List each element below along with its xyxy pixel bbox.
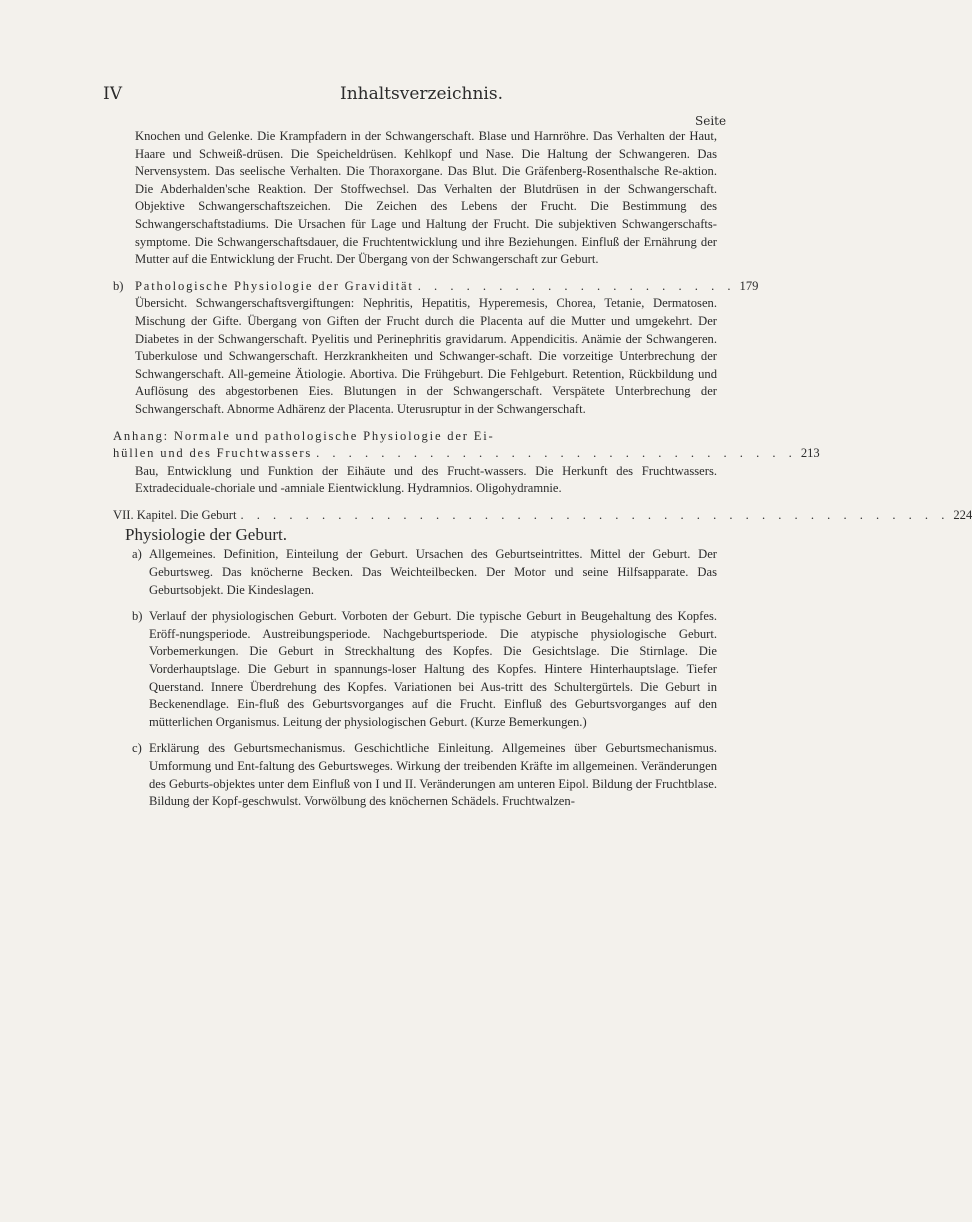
anhang-title-line1: Anhang: Normale und pathologische Physiologie der Ei- [113, 428, 495, 443]
entry-description: Erklärung des Geburtsmechanismus. Geschichtliche Einleitung. Allgemeines über Geburtsmechanismus. Umformung und Ent-faltung des Geburtsweges. Wirkung der treibenden Kräfte im allgemeinen. Veränderungen des Geburts-objektes unter dem Einfluß von I und II. Veränderungen am unteren Eipol. Bildung der Fruchtblase. Bildung der Kopf-geschwulst. Vorwölbung des knöchernen Schädels. Fruchtwalzen- [149, 741, 717, 809]
leader-dots: . . . . . . . . . . . . . . . . . . . . . . . . . . . . . . . . . . . . . . . . . . . . [240, 507, 950, 522]
toc-entry-kapitel [113, 507, 972, 525]
entry-page: 179 [739, 278, 759, 293]
entry-page: 213 [800, 446, 820, 461]
entry-page: 224 [953, 507, 972, 522]
section-heading: Physiologie der Geburt. [125, 525, 287, 545]
entry-title: Pathologische Physiologie der Gravidität [135, 278, 414, 293]
toc-subentry-b [132, 608, 717, 731]
entry-description: Übersicht. Schwangerschaftsvergiftungen: Nephritis, Hepatitis, Hyperemesis, Chorea, Tetanie, Dermatosen. Mischung der Gifte. Übergang von Giften der Frucht durch die Placenta auf die Mutter und umgekehrt. Der Diabetes in der Schwangerschaft. Pyelitis und Perinephritis gravidarum. Appendicitis. Anämie der Schwangeren. Tuberkulose und Schwangerschaft. Herzkrankheiten und Schwanger-schaft. Die vorzeitige Unterbrechung der Schwangerschaft. All-gemeine Ätiologie. Abortiva. Die Frühgeburt. Die Fehlgeburt. Retention, Rückbildung und Auflösung des abgestorbenen Eies. Blutungen in der Schwangerschaft. Verspätete Unterbrechung der Schwangerschaft. Abnorme Adhärenz der Placenta. Uterusruptur in der Schwangerschaft. [135, 296, 717, 416]
toc-body [113, 128, 972, 811]
leader-dots: . . . . . . . . . . . . . . . . . . . . [417, 278, 736, 293]
entry-description: Allgemeines. Definition, Einteilung der Geburt. Ursachen des Geburtseintrittes. Mittel der Geburt. Der Geburtsweg. Das knöcherne Becken. Das Weichteilbecken. Der Motor und seine Hilfsapparate. Das Geburtsobjekt. Die Kindeslagen. [149, 547, 717, 597]
anhang-title-line2: hüllen und des Fruchtwassers [113, 446, 313, 461]
intro-paragraph: Knochen und Gelenke. Die Krampfadern in der Schwangerschaft. Blase und Harnröhre. Das Verhalten der Haut, Haare und Schweiß-drüsen. Die Speicheldrüsen. Kehlkopf und Nase. Die Haltung der Schwangeren. Das Nervensystem. Das seelische Verhalten. Die Thoraxorgane. Das Blut. Die Gräfenberg-Rosenthalsche Re-aktion. Die Abderhalden'sche Reaktion. Der Stoffwechsel. Das Verhalten der Blutdrüsen in der Schwangerschaft. Objektive Schwangerschaftszeichen. Die Zeichen des Lebens der Frucht. Die Bestimmung des Schwangerschaftstadiums. Die Ursachen für Lage und Haltung der Frucht. Die subjektiven Schwangerschafts-symptome. Die Schwangerschaftsdauer, die Fruchtentwicklung und ihre Beziehungen. Einfluß der Ernährung der Mutter auf die Entwicklung der Frucht. Der Übergang von der Schwangerschaft zur Geburt. [135, 129, 717, 267]
entry-label: c) [132, 741, 142, 756]
toc-entry-anhang [113, 428, 820, 498]
entry-label: b) [132, 609, 143, 624]
running-title: Inhaltsverzeichnis. [340, 84, 503, 104]
chapter-title: VII. Kapitel. Die Geburt [113, 507, 237, 522]
entry-description: Bau, Entwicklung und Funktion der Eihäute und des Frucht-wassers. Die Herkunft des Fruchtwassers. Extradeciduale-choriale und -amniale Eientwicklung. Hydramnios. Oligohydramnie. [135, 463, 717, 496]
toc-subentry-c [132, 740, 717, 810]
entry-label: b) [113, 278, 124, 293]
toc-entry-b [113, 278, 759, 419]
leader-dots: . . . . . . . . . . . . . . . . . . . . . . . . . . . . . . [316, 446, 797, 461]
entry-label: a) [132, 547, 142, 562]
toc-subentry-a [132, 546, 717, 599]
entry-description: Verlauf der physiologischen Geburt. Vorboten der Geburt. Die typische Geburt in Beugehaltung des Kopfes. Eröff-nungsperiode. Austreibungsperiode. Nachgeburtsperiode. Die atypische physiologische Geburt. Vorbemerkungen. Die Geburt in Streckhaltung des Kopfes. Die Gesichtslage. Die Stirnlage. Die Vorderhauptslage. Die Geburt in spannungs-loser Haltung des Kopfes. Hintere Hinterhauptslage. Tiefer Querstand. Innere Überdrehung des Kopfes. Variationen bei Aus-tritt des Schultergürtels. Die Geburt in Beckenendlage. Ein-fluß des Geburtsvorganges auf die Frucht. Einfluß des Geburtsvorganges auf den mütterlichen Organismus. Leitung der physiologischen Geburt. (Kurze Bemerkungen.) [149, 609, 717, 729]
page-column-label: Seite [695, 114, 727, 128]
page-number: IV [103, 84, 122, 104]
